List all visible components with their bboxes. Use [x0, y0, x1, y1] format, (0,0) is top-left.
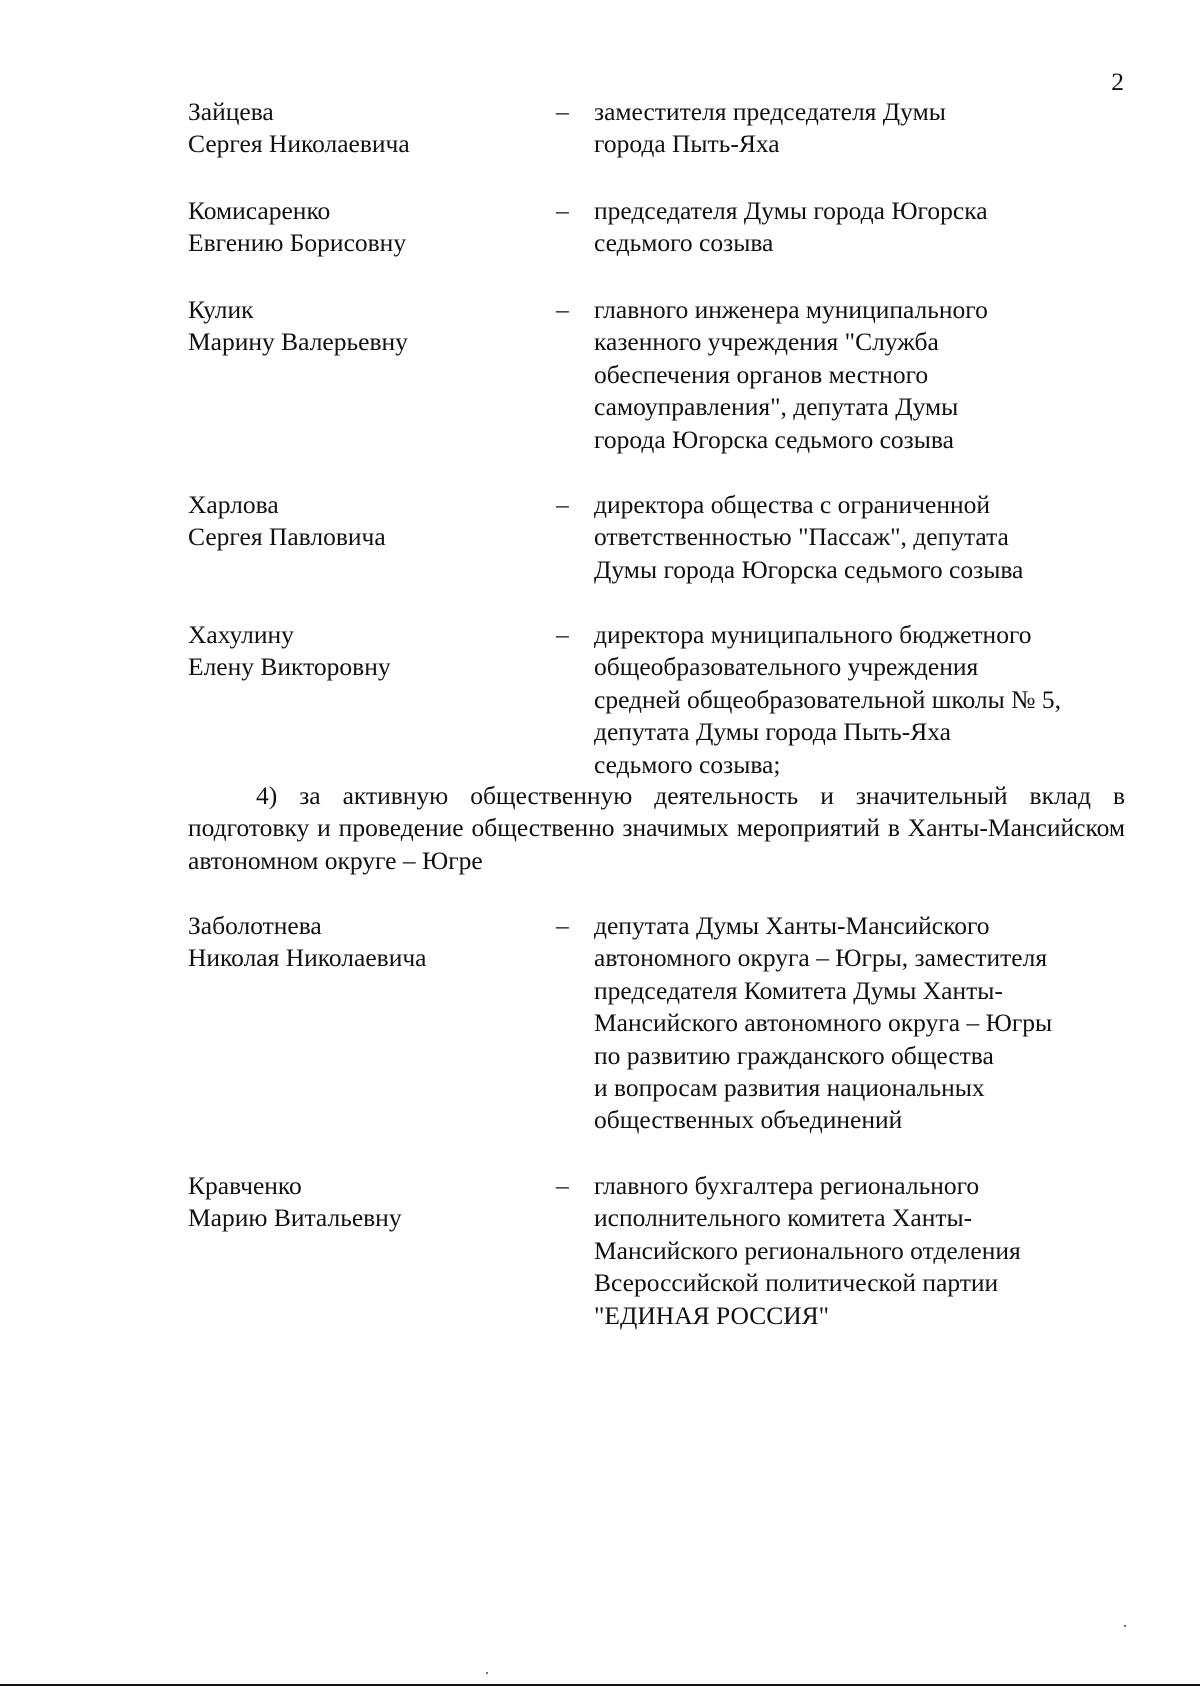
- section-paragraph: 4) за активную общественную деятельность и значительный вклад в подготовку и проведение общественно значимых мероприятий в Ханты-Мансийском автономном округе – Югре: [188, 781, 1125, 875]
- page-number: 2: [1111, 67, 1124, 96]
- nominee-given-names: Елену Викторовну: [188, 652, 391, 682]
- nominee-given-names: Евгению Борисовну: [188, 228, 407, 258]
- position-line: председателя Думы города Югорска: [594, 196, 988, 225]
- nominee-name: [188, 195, 548, 260]
- nominee-position: [594, 1170, 1124, 1332]
- nominee-surname: Заболотнева: [188, 911, 322, 940]
- position-line: по развитию гражданского общества: [594, 1040, 994, 1070]
- nominee-surname: Харлова: [188, 490, 279, 519]
- position-line: депутата Думы Ханты-Мансийского: [594, 911, 990, 940]
- entry-dash: –: [556, 911, 569, 940]
- nominee-position: [594, 910, 1124, 1137]
- entry-dash: –: [556, 295, 569, 324]
- nominee-given-names: Николая Николаевича: [188, 943, 427, 973]
- position-line: исполнительного комитета Ханты-: [594, 1203, 973, 1233]
- nominee-position: [594, 619, 1124, 781]
- position-line: директора общества с ограниченной: [594, 490, 991, 519]
- entry-dash: –: [556, 490, 569, 519]
- scan-speck: [1124, 1625, 1126, 1627]
- nominee-name: [188, 1170, 548, 1235]
- position-line: седьмого созыва;: [594, 749, 781, 779]
- nominee-surname: Комисаренко: [188, 196, 331, 225]
- position-line: седьмого созыва: [594, 228, 774, 258]
- position-line: Думы города Югорска седьмого созыва: [594, 554, 1024, 584]
- position-line: главного бухгалтера регионального: [594, 1171, 980, 1200]
- nominee-surname: Хахулину: [188, 620, 294, 649]
- position-line: депутата Думы города Пыть-Яха: [594, 717, 951, 747]
- position-line: "ЕДИНАЯ РОССИЯ": [594, 1300, 830, 1330]
- position-line: города Югорска седьмого созыва: [594, 424, 954, 454]
- nominee-surname: Зайцева: [188, 97, 274, 126]
- nominee-position: [594, 96, 1124, 161]
- position-line: Всероссийской политической партии: [594, 1268, 999, 1298]
- nominee-position: [594, 195, 1124, 260]
- nominee-position: [594, 489, 1124, 586]
- nominee-name: [188, 910, 548, 975]
- entry-dash: –: [556, 1171, 569, 1200]
- position-line: и вопросам развития национальных: [594, 1073, 985, 1103]
- nominee-given-names: Марину Валерьевну: [188, 327, 408, 357]
- position-line: главного инженера муниципального: [594, 295, 988, 324]
- bottom-rule: [0, 1684, 1200, 1686]
- position-line: ответственностью "Пассаж", депутата: [594, 522, 1009, 552]
- position-line: казенного учреждения "Служба: [594, 327, 939, 357]
- nominee-name: [188, 96, 548, 161]
- nominee-name: [188, 619, 548, 684]
- position-line: председателя Комитета Думы Ханты-: [594, 975, 1003, 1005]
- position-line: общественных объединений: [594, 1105, 903, 1135]
- nominee-surname: Кулик: [188, 295, 254, 324]
- entry-dash: –: [556, 196, 569, 225]
- position-line: автономного округа – Югры, заместителя: [594, 943, 1048, 973]
- position-line: директора муниципального бюджетного: [594, 620, 1032, 649]
- nominee-position: [594, 294, 1124, 456]
- position-line: заместителя председателя Думы: [594, 97, 946, 126]
- position-line: Мансийского регионального отделения: [594, 1235, 1021, 1265]
- nominee-given-names: Сергея Николаевича: [188, 129, 410, 159]
- position-line: обеспечения органов местного: [594, 359, 929, 389]
- nominee-name: [188, 294, 548, 359]
- position-line: общеобразовательного учреждения: [594, 652, 979, 682]
- position-line: города Пыть-Яха: [594, 129, 780, 159]
- nominee-surname: Кравченко: [188, 1171, 302, 1200]
- scan-speck: [486, 1672, 488, 1674]
- nominee-given-names: Марию Витальевну: [188, 1203, 402, 1233]
- nominee-name: [188, 489, 548, 554]
- position-line: средней общеобразовательной школы № 5,: [594, 684, 1061, 714]
- entry-dash: –: [556, 97, 569, 126]
- position-line: Мансийского автономного округа – Югры: [594, 1008, 1053, 1038]
- position-line: самоуправления", депутата Думы: [594, 392, 959, 422]
- entry-dash: –: [556, 620, 569, 649]
- nominee-given-names: Сергея Павловича: [188, 522, 386, 552]
